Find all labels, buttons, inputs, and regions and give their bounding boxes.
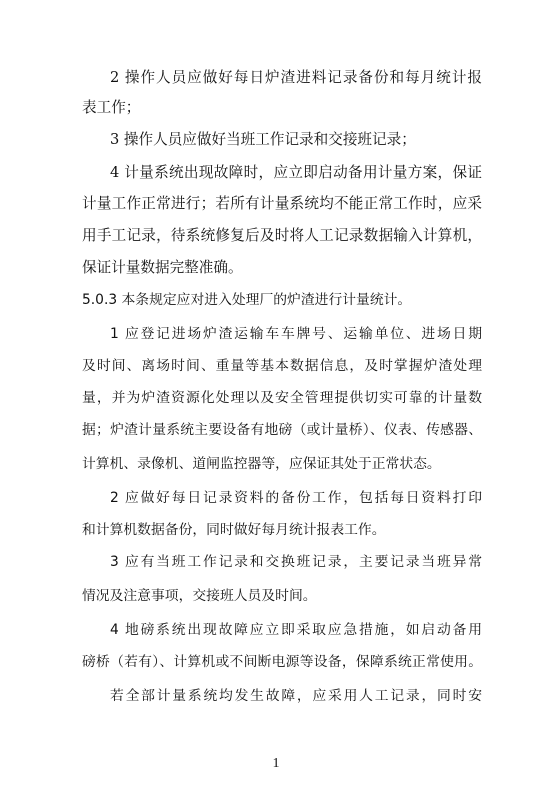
text-line: 据；炉渣计量系统主要设备有地磅（或计量桥）、仪表、传感器、 — [82, 422, 482, 438]
text-line: 计算机、录像机、道闸监控器等，应保证其处于正常状态。 — [82, 456, 441, 472]
text-line: 2 应做好每日记录资料的备份工作，包括每日资料打印 — [110, 490, 482, 506]
text-line: 表工作； — [82, 99, 141, 116]
text-line: 若全部计量系统均发生故障，应采用人工记录，同时安 — [110, 688, 482, 704]
text-line: 4 计量系统出现故障时，应立即启动备用计量方案，保证 — [110, 164, 482, 181]
text-line: 保证计量数据完整准确。 — [82, 259, 243, 276]
text-line: 情况及注意事项，交接班人员及时间。 — [82, 588, 317, 604]
text-line: 2 操作人员应做好每日炉渣进料记录备份和每月统计报 — [110, 69, 482, 86]
text-line: 计量工作正常进行；若所有计量系统均不能正常工作时，应采 — [82, 195, 482, 212]
text-line: 磅桥（若有）、计算机或不间断电源等设备，保障系统正常使用。 — [82, 654, 482, 670]
text-line: 1 应登记进场炉渣运输车车牌号、运输单位、进场日期 — [110, 326, 482, 342]
page-number: 1 — [272, 756, 280, 771]
text-line: 及时间、离场时间、重量等基本数据信息，及时掌握炉渣处理 — [82, 358, 482, 374]
text-line: 3 操作人员应做好当班工作记录和交接班记录； — [110, 131, 416, 148]
text-line: 和计算机数据备份，同时做好每月统计报表工作。 — [82, 522, 386, 538]
text-line: 用手工记录，待系统修复后及时将人工记录数据输入计算机， — [82, 227, 482, 244]
text-line: 4 地磅系统出现故障应立即采取应急措施，如启动备用 — [110, 622, 482, 638]
text-line: 量，并为炉渣资源化处理以及安全管理提供切实可靠的计量数 — [82, 390, 482, 406]
text-line: 3 应有当班工作记录和交换班记录，主要记录当班异常 — [110, 554, 482, 570]
section-heading: 5.0.3 本条规定应对进入处理厂的炉渣进行计量统计。 — [82, 292, 412, 308]
